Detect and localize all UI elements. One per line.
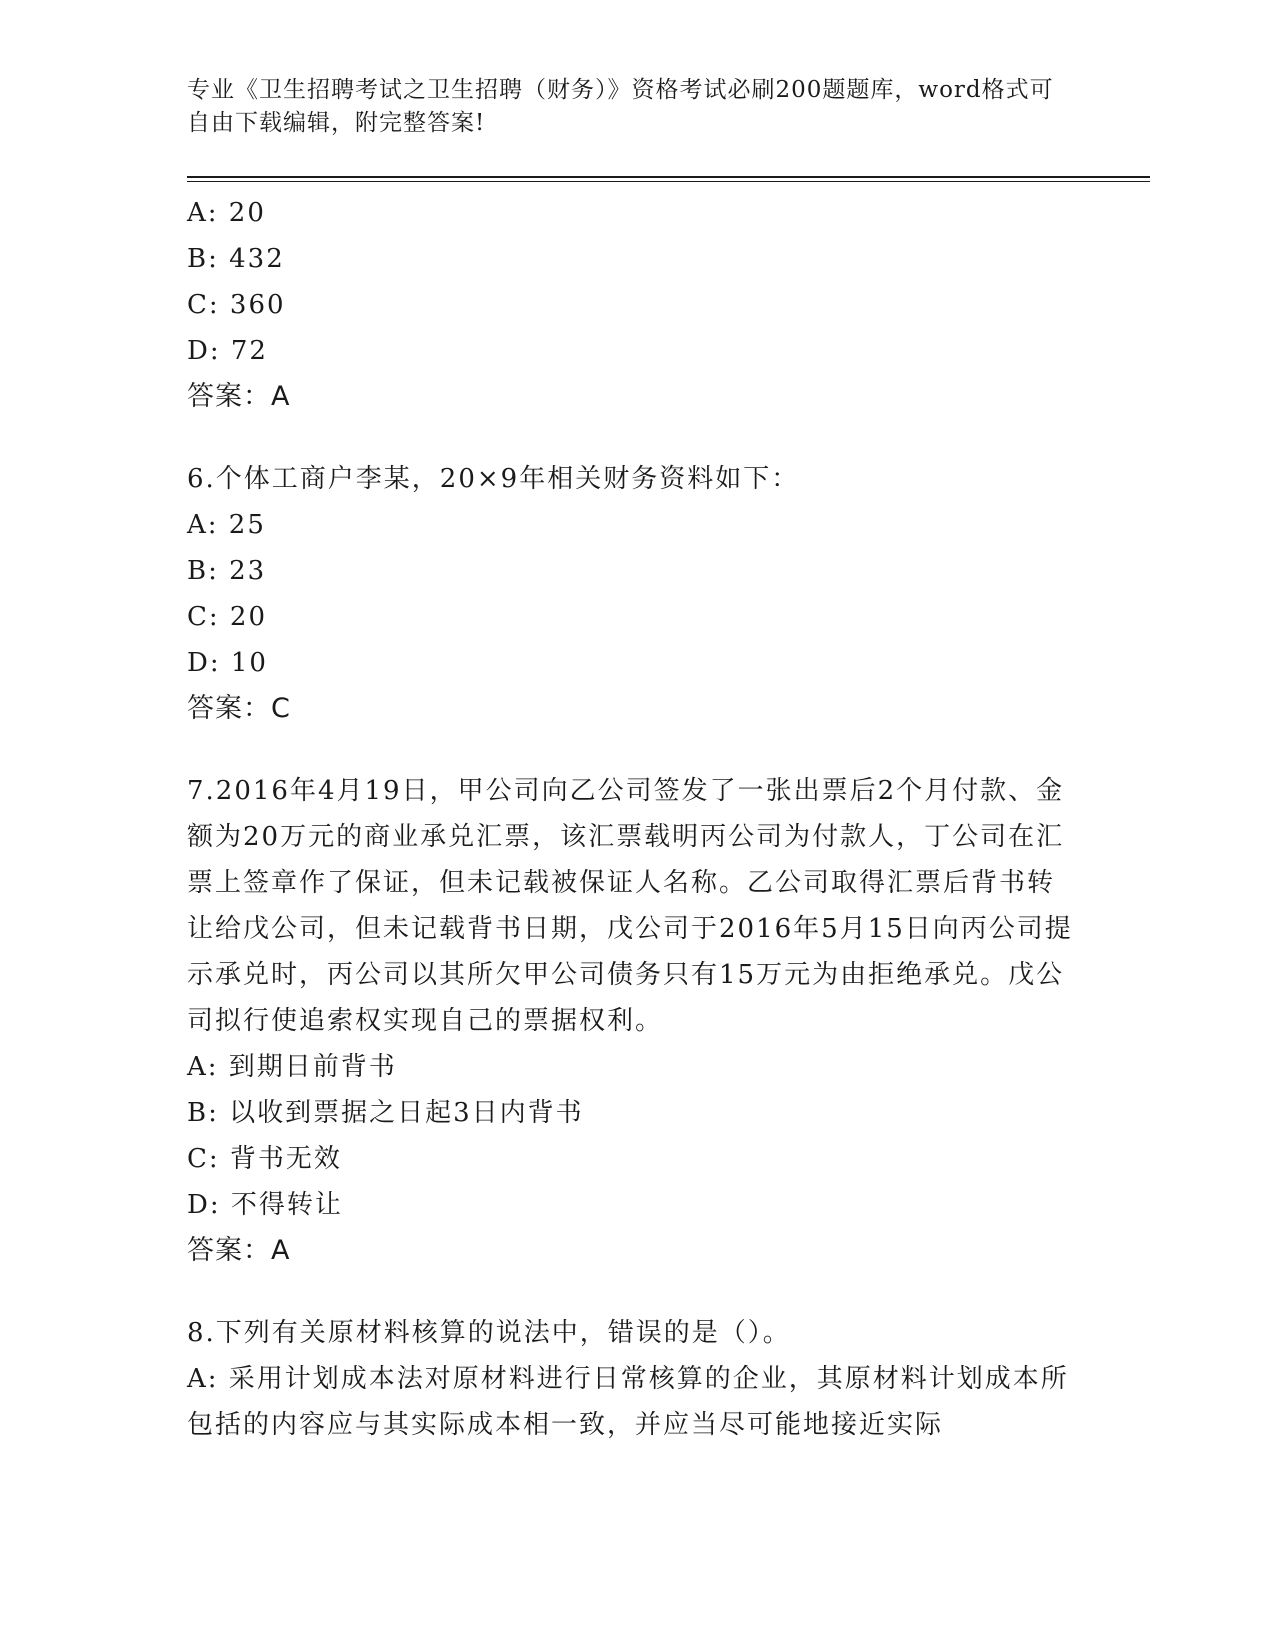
option-a: A: 采用计划成本法对原材料进行日常核算的企业，其原材料计划成本所包括的内容应与其实际成本相一致，并应当尽可能地接近实际 xyxy=(187,1364,1069,1440)
option-c: C: 360 xyxy=(187,290,286,320)
option-b: B: 以收到票据之日起3日内背书 xyxy=(187,1098,584,1128)
option-d: D: 不得转让 xyxy=(187,1190,343,1220)
question-text: 7.2016年4月19日，甲公司向乙公司签发了一张出票后2个月付款、金额为20万元的商业承兑汇票，该汇票载明丙公司为付款人，丁公司在汇票上签章作了保证，但未记载被保证人名称。乙公司取得汇票后背书转让给戊公司，但未记载背书日期，戊公司于2016年5月15日向丙公司提示承兑时，丙公司以其所欠甲公司债务只有15万元为由拒绝承兑。戊公司拟行使追索权实现自己的票据权利。 xyxy=(187,776,1073,1036)
option-c: C: 背书无效 xyxy=(187,1144,342,1174)
answer: 答案：A xyxy=(187,1235,291,1266)
answer: 答案：C xyxy=(187,693,291,724)
document-header: 专业《卫生招聘考试之卫生招聘（财务）》资格考试必刷200题题库，word格式可自由下载编辑，附完整答案! xyxy=(187,77,1054,136)
question-block xyxy=(187,1310,1077,1448)
question-text: 8.下列有关原材料核算的说法中，错误的是（）。 xyxy=(187,1318,791,1348)
option-b: B: 23 xyxy=(187,556,267,586)
question-text: 6.个体工商户李某，20×9年相关财务资料如下： xyxy=(187,464,800,494)
question-block xyxy=(187,768,1077,1274)
option-a: A: 到期日前背书 xyxy=(187,1052,397,1082)
header-rule-secondary xyxy=(187,181,1150,182)
option-a: A: 20 xyxy=(187,198,266,228)
document-body xyxy=(187,190,1077,1448)
header-rule xyxy=(187,176,1150,178)
answer: 答案：A xyxy=(187,381,291,412)
question-block xyxy=(187,456,1077,732)
option-d: D: 72 xyxy=(187,336,268,366)
option-c: C: 20 xyxy=(187,602,268,632)
option-b: B: 432 xyxy=(187,244,285,274)
option-d: D: 10 xyxy=(187,648,268,678)
question-block xyxy=(187,190,1077,420)
option-a: A: 25 xyxy=(187,510,266,540)
